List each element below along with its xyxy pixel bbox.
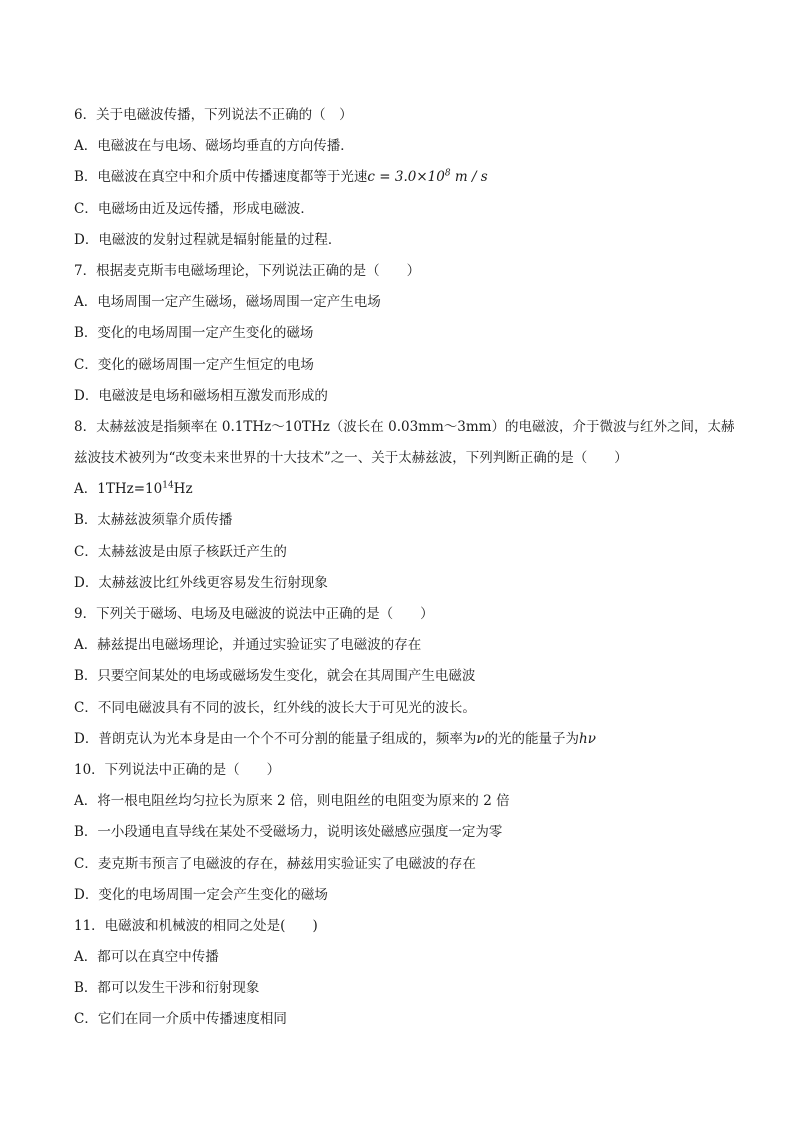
document-page xyxy=(74,100,734,1036)
question-10-option-a: A．将一根电阻丝均匀拉长为原来 2 倍，则电阻丝的电阻变为原来的 2 倍 xyxy=(74,793,510,810)
question-7-option-c: C．变化的磁场周围一定产生恒定的电场 xyxy=(74,356,314,373)
question-9-option-c: C．不同电磁波具有不同的波长，红外线的波长大于可见光的波长。 xyxy=(74,699,476,716)
question-11-stem: 11．电磁波和机械波的相同之处是( ) xyxy=(74,917,318,934)
question-10-stem: 10．下列说法中正确的是（ ） xyxy=(74,761,281,778)
question-7-stem: 7．根据麦克斯韦电磁场理论，下列说法正确的是（ ） xyxy=(74,262,421,279)
question-6-option-b xyxy=(74,162,734,193)
question-8-option-d: D．太赫兹波比红外线更容易发生衍射现象 xyxy=(74,574,328,591)
question-10-option-b: B．一小段通电直导线在某处不受磁场力，说明该处磁感应强度一定为零 xyxy=(74,824,503,841)
question-10-option-d: D．变化的电场周围一定会产生变化的磁场 xyxy=(74,886,328,903)
question-6-option-b-text: B．电磁波在真空中和介质中传播速度都等于光速 xyxy=(74,169,368,186)
question-7-option-d: D．电磁波是电场和磁场相互激发而形成的 xyxy=(74,387,328,404)
question-6-option-c: C．电磁场由近及远传播，形成电磁波． xyxy=(74,200,314,217)
question-9-option-d: D．普朗克认为光本身是由一个个不可分割的能量子组成的，频率为ν的光的能量子为hν xyxy=(74,730,596,747)
question-10-option-c: C．麦克斯韦预言了电磁波的存在，赫兹用实验证实了电磁波的存在 xyxy=(74,855,476,872)
question-8-stem-line-1: 8．太赫兹波是指频率在 0.1THz～10THz（波长在 0.03mm～3mm）的电磁波，介于微波与红外之间，太赫 xyxy=(74,418,735,435)
question-6-option-a: A．电磁波在与电场、磁场均垂直的方向传播． xyxy=(74,138,354,155)
question-8-option-a: A．$1THz=10^{14}Hz$ xyxy=(74,480,193,498)
question-7-option-b: B．变化的电场周围一定产生变化的磁场 xyxy=(74,325,314,342)
question-8-option-c: C．太赫兹波是由原子核跃迁产生的 xyxy=(74,543,287,560)
question-9-option-a: A．赫兹提出电磁场理论，并通过实验证实了电磁波的存在 xyxy=(74,637,422,654)
speed-of-light-formula: $c = 3.0\times 10^8$ m / s xyxy=(367,168,488,186)
question-8-option-b: B．太赫兹波须靠介质传播 xyxy=(74,512,233,529)
frequency-symbol: ν xyxy=(476,730,485,747)
question-6-option-d: D．电磁波的发射过程就是辐射能量的过程． xyxy=(74,231,342,248)
question-11-option-a: A．都可以在真空中传播 xyxy=(74,949,219,966)
energy-quantum-formula: hν xyxy=(579,730,596,747)
question-7-option-a: A．电场周围一定产生磁场，磁场周围一定产生电场 xyxy=(74,294,381,311)
question-9-stem: 9．下列关于磁场、电场及电磁波的说法中正确的是（ ） xyxy=(74,606,434,622)
question-8-stem-line-2: 兹波技术被列为“改变未来世界的十大技术”之一、关于太赫兹波，下列判断正确的是（ ） xyxy=(74,450,628,467)
question-6-stem: 6．关于电磁波传播，下列说法不正确的（ ） xyxy=(74,107,353,123)
question-11-option-b: B．都可以发生干涉和衍射现象 xyxy=(74,980,260,997)
question-11-option-c: C．它们在同一介质中传播速度相同 xyxy=(74,1011,287,1028)
question-9-option-b: B．只要空间某处的电场或磁场发生变化，就会在其周围产生电磁波 xyxy=(74,668,476,685)
